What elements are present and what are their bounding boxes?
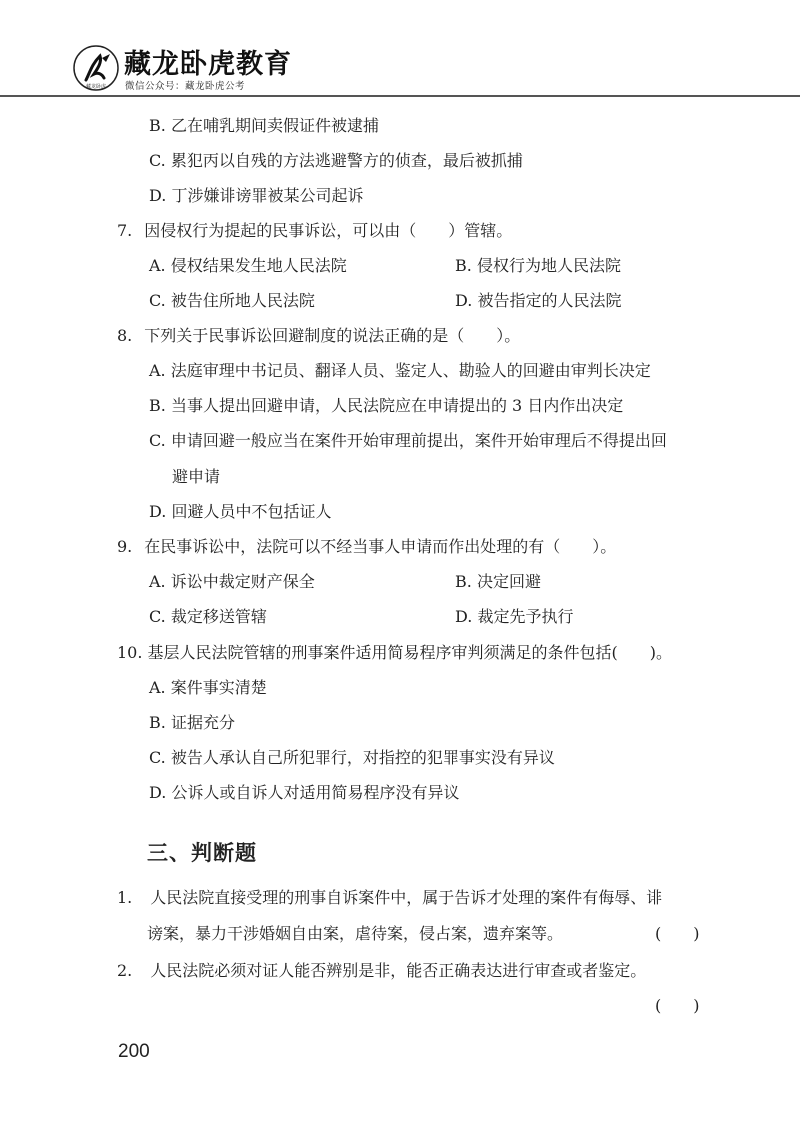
option-8b: B. 当事人提出回避申请，人民法院应在申请提出的 3 日内作出决定 [149, 396, 624, 415]
header-divider [0, 95, 800, 97]
judge-question-1: 1. 人民法院直接受理的刑事自诉案件中，属于告诉才处理的案件有侮辱、诽 [117, 888, 663, 907]
option-10d: D. 公诉人或自诉人对适用简易程序没有异议 [149, 783, 460, 802]
option-10a: A. 案件事实清楚 [149, 678, 267, 697]
answer-blank-1: ( ) [655, 924, 700, 943]
page-number: 200 [118, 1041, 150, 1062]
brand-subtitle: 微信公众号：藏龙卧虎公考 [125, 81, 246, 92]
question-9-stem: 9. 在民事诉讼中，法院可以不经当事人申请而作出处理的有（ ）。 [117, 537, 617, 556]
brand-title: 藏龙卧虎教育 [124, 49, 292, 80]
option-9d: D. 裁定先予执行 [455, 607, 574, 626]
question-7-stem: 7. 因侵权行为提起的民事诉讼，可以由（ ）管辖。 [117, 221, 513, 240]
option-6c: C. 累犯丙以自残的方法逃避警方的侦查，最后被抓捕 [149, 151, 523, 170]
option-7d: D. 被告指定的人民法院 [455, 291, 622, 310]
option-7b: B. 侵权行为地人民法院 [455, 256, 621, 275]
option-9a: A. 诉讼中裁定财产保全 [149, 572, 315, 591]
section-title: 三、判断题 [147, 841, 257, 865]
judge-question-1-continued: 谤案，暴力干涉婚姻自由案，虐待案，侵占案，遗弃案等。 [147, 924, 564, 943]
option-9c: C. 裁定移送管辖 [149, 607, 267, 626]
svg-text:藏龙卧虎: 藏龙卧虎 [85, 84, 107, 90]
option-10c: C. 被告人承认自己所犯罪行，对指控的犯罪事实没有异议 [149, 748, 555, 767]
option-8d: D. 回避人员中不包括证人 [149, 502, 332, 521]
option-8c-continued: 避申请 [172, 467, 221, 486]
option-8c: C. 申请回避一般应当在案件开始审理前提出，案件开始审理后不得提出回 [149, 431, 667, 450]
question-10-stem: 10. 基层人民法院管辖的刑事案件适用简易程序审判须满足的条件包括( )。 [117, 643, 673, 662]
brand-logo [72, 44, 120, 92]
option-10b: B. 证据充分 [149, 713, 235, 732]
judge-question-2: 2. 人民法院必须对证人能否辨别是非，能否正确表达进行审查或者鉴定。 [117, 961, 647, 980]
option-8a: A. 法庭审理中书记员、翻译人员、鉴定人、勘验人的回避由审判长决定 [149, 361, 651, 380]
option-6b: B. 乙在哺乳期间卖假证件被逮捕 [149, 116, 379, 135]
answer-blank-2: ( ) [655, 996, 700, 1015]
question-8-stem: 8. 下列关于民事诉讼回避制度的说法正确的是（ ）。 [117, 326, 521, 345]
option-7c: C. 被告住所地人民法院 [149, 291, 315, 310]
page-header [0, 0, 800, 96]
option-9b: B. 决定回避 [455, 572, 541, 591]
option-7a: A. 侵权结果发生地人民法院 [149, 256, 347, 275]
option-6d: D. 丁涉嫌诽谤罪被某公司起诉 [149, 186, 364, 205]
